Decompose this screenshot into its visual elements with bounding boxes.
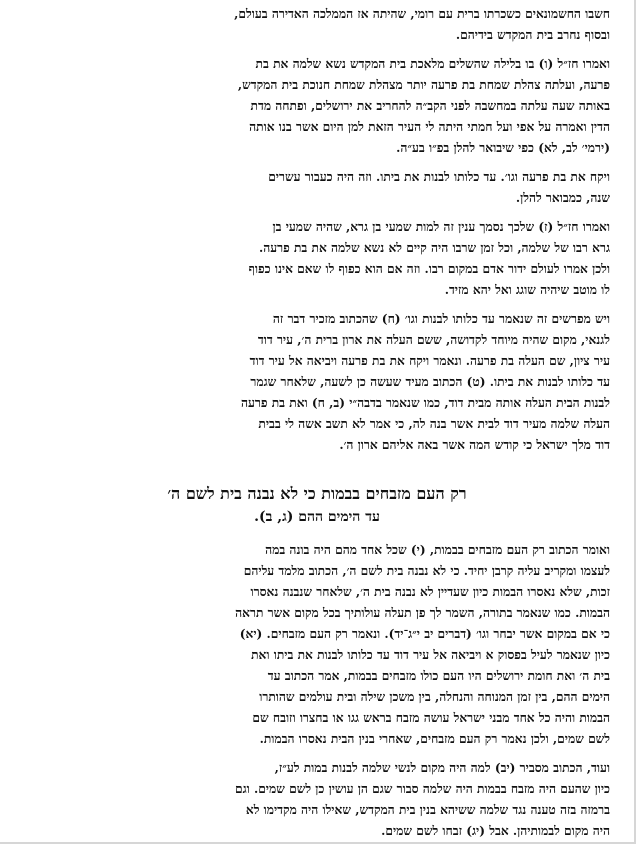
section-subheading: עד הימים ההם (ג, ב). <box>254 509 380 525</box>
paragraph <box>24 54 610 159</box>
text-line: לשם שמים, ולכן נאמר רק העם מזבחים, שאחרי בנין הבית נאסרו הבמות. <box>259 732 610 746</box>
text-line: פרעה, ועלתה צהלת שמחת בת פרעה יותר מצהלת שמחת חנוכת בית המקדש, <box>237 78 610 92</box>
paragraph <box>24 758 610 842</box>
text-line: הימים ההם, בין זמן המנוחה והנחלה, בין משכן שילה ובית עולמים שהותרו <box>259 690 610 704</box>
paragraph <box>24 540 610 750</box>
text-line: חשבו החשמונאים כשכרתו ברית עם רומי, שהיתה אז הממלכה האדירה בעולם, <box>234 7 610 21</box>
text-line: הבמות והיה כל אחד מבני ישראל עושה מזבח בראש גגו או בחצרו וזובח שם <box>252 711 610 725</box>
paragraph <box>24 217 610 301</box>
text-line: ואומר הכתוב רק העם מזבחים בבמות, (י) שכל אחד מהם היה בונה במה <box>265 543 610 557</box>
text-line: ויש מפרשים זה שנאמר עד כלותו לבנות וגו׳ (ח) שהכתוב מזכיר דבר זה <box>272 312 610 326</box>
section-gap <box>24 464 610 482</box>
text-line: עד כלותו לבנות את ביתו. (ט) הכתוב מעיד שעשה כן לשעה, שלאחר שגמר <box>250 375 610 389</box>
text-line: ואמרו חז״ל (ו) בו בלילה שהשלים מלאכת בית המקדש נשא שלמה את בת <box>255 57 610 71</box>
paragraph <box>24 309 610 456</box>
text-line: הדין ואמרה על אפי ועל חמתי היתה לי העיר הזאת למן היום אשר בנו אותה <box>249 120 610 134</box>
text-line: שנה, כמבואר להלן. <box>515 191 610 205</box>
text-line: ואמרו חז״ל (ז) שלכך נסמך ענין זה למות שמעי בן גרא, שהיה שמעי בן <box>272 220 610 234</box>
text-line: דוד מלך ישראל כי קודש המה אשר באה אליהם ארון ה׳. <box>339 438 610 452</box>
text-line: (ירמי׳ לב, לא) כפי שיבואר להלן בפ״ו בע״ה. <box>396 141 610 155</box>
text-block-2 <box>24 540 610 842</box>
text-line: עיר ציון, שם העלה בת פרעה. ונאמר ויקח את בת פרעה ויביאה אל עיר דוד <box>249 354 610 368</box>
text-line: לגנאי, מקום שהיה מיוחד לקדושה, ששם העלה את ארון ברית ה׳, עיר דוד <box>257 333 610 347</box>
text-line: היה מקום לבמותיהן. אבל (יג) זבחו לשם שמים. <box>381 824 610 838</box>
text-line: לו מוטב שיהיה שוגג ואל יהא מזיד. <box>444 283 610 297</box>
text-line: כיון שנאמר לעיל בפסוק א ויביאה אל עיר דוד עד כלותו לבנות את ביתו ואת <box>251 648 610 662</box>
paragraph <box>24 167 610 209</box>
text-line: ועוד, הכתוב מסביר (יב) למה היה מקום לנשי שלמה לבנות במות לע״ז, <box>274 761 610 775</box>
text-line: כיון שהעם היה מזבח בבמות היה שלמה סבור שגם הן עושין כן לשם שמים. וגם <box>234 782 610 796</box>
page-content <box>24 4 610 850</box>
text-line: לבנות הבית העלה אותה מבית דוד, כמו שנאמר בדבה״י (ב, ח) ואת בת פרעה <box>240 396 610 410</box>
text-line: באותה שעה עלתה במחשבה לפני הקב״ה להחריב את ירושלים, ופתחה מדת <box>250 99 610 113</box>
text-line: העלה שלמה מעיר דוד לבית אשר בנה לה, כי אמר לא תשב אשה לי בבית <box>258 417 610 431</box>
text-line: ובסוף נחרב בית המקדש בידיהם. <box>455 28 610 42</box>
text-line: גרא רבו של שלמה, וכל זמן שרבו היה קיים לא נשא שלמה את בת פרעה. <box>258 241 610 255</box>
text-line: זכות, שלא נאסרו הבמות כיון שעדיין לא נבנה בית ה׳, שלאחר שנבנה נאסרו <box>250 585 610 599</box>
text-line: הבמות. כמו שנאמר בתורה, השמר לך פן תעלה עולותיך בכל מקום אשר תראה <box>235 606 610 620</box>
text-line: ברמזה בזה טענה נגד שלמה ששיהא בנין בית המקדש, שאילו היה מקדימו לא <box>245 803 610 817</box>
text-line: ולכן אמרו לעולם ידור אדם במקום רבו. וזה אם הוא כפוף לו שאם אינו כפוף <box>248 262 610 276</box>
text-line: בית ה׳ ואת חומת ירושלים היו העם כולו מזבחים בבמות, אמר הכתוב עד <box>267 669 610 683</box>
text-line: כי אם במקום אשר יבחר וגו׳ (דברים יב י״ג־יד). ונאמר רק העם מזבחים. (יא) <box>239 627 610 641</box>
paragraph <box>24 4 610 46</box>
text-block-1 <box>24 4 610 456</box>
section-heading: רק העם מזבחים בבמות כי לא נבנה בית לשם ה׳ <box>167 484 467 503</box>
text-line: לעצמו ומקריב עליה קרבן יחיד. כי לא נבנה בית לשם ה׳, הכתוב מלמד עליהם <box>243 564 610 578</box>
text-line: ויקח את בת פרעה וגו׳. עד כלותו לבנות את ביתו. וזה היה כעבור עשרים <box>268 170 610 184</box>
